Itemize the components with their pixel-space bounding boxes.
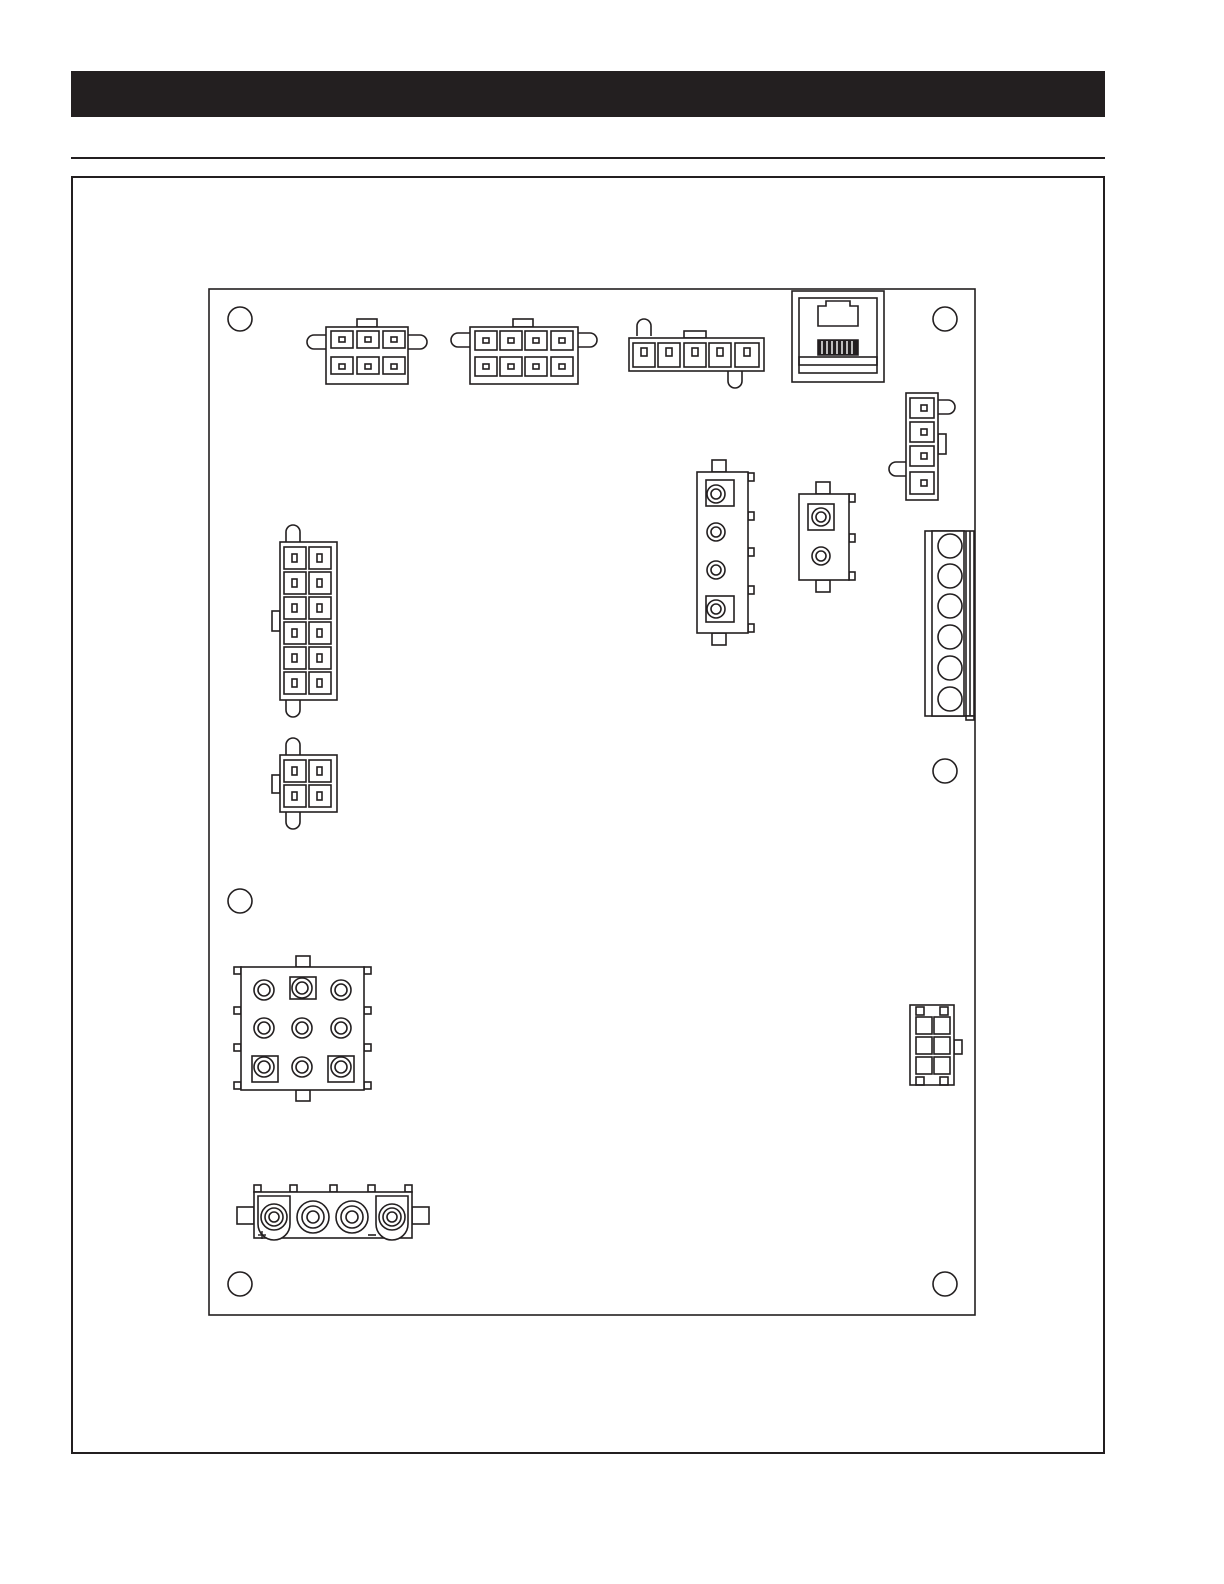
connector-2-position-power: [799, 482, 855, 592]
connector-4-position-dc-power: [237, 1185, 429, 1240]
connector-9-position-power: [234, 956, 371, 1101]
mounting-hole: [228, 1272, 252, 1296]
connector-6-pin-small: [910, 1005, 962, 1085]
rj45-jack: [792, 291, 884, 382]
mounting-hole: [933, 307, 957, 331]
mounting-hole: [933, 759, 957, 783]
mounting-hole: [228, 307, 252, 331]
mounting-hole: [228, 889, 252, 913]
connector-4-position-power: [697, 460, 754, 645]
connector-12-pin: [272, 525, 337, 717]
terminal-block-6-position: [925, 531, 974, 720]
mounting-hole: [933, 1272, 957, 1296]
connector-8-pin: [451, 319, 597, 384]
